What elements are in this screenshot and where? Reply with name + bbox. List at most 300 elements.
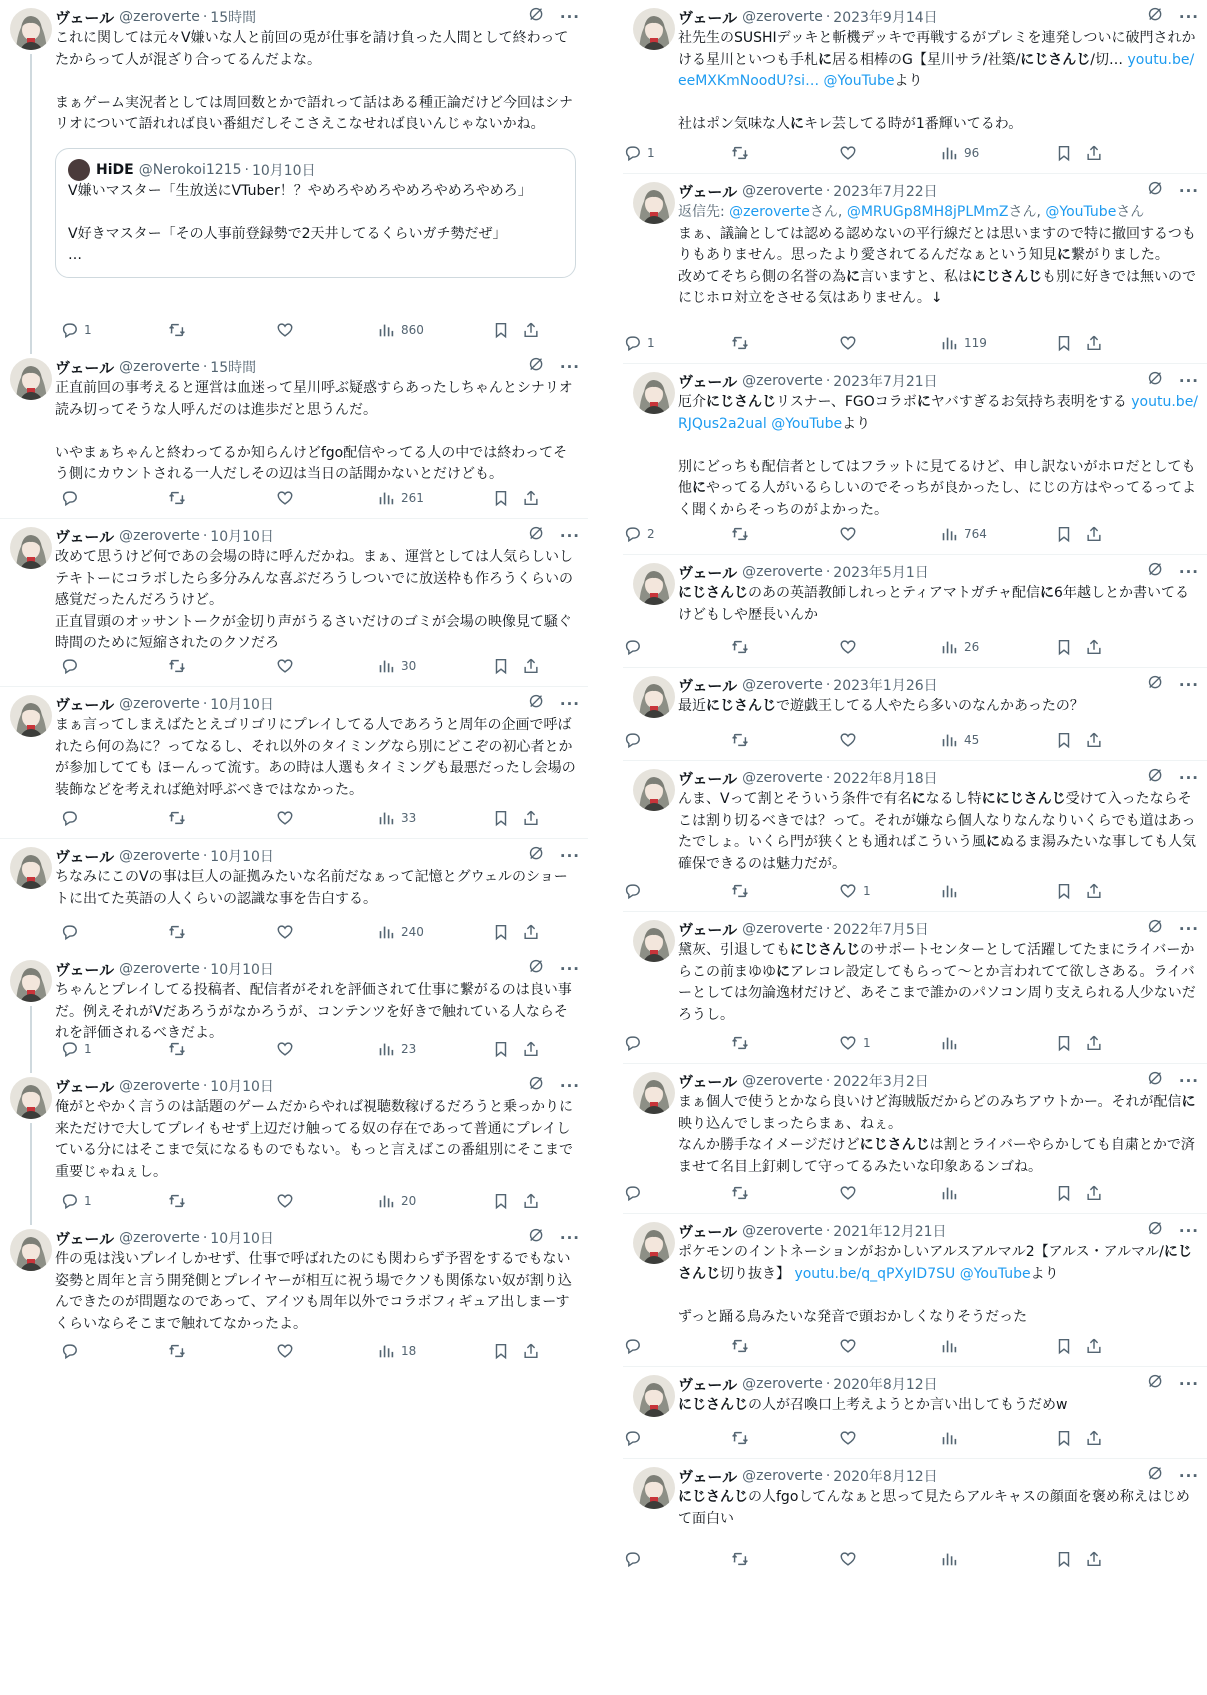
user-handle[interactable]: @zeroverte	[119, 696, 200, 712]
share-button[interactable]	[522, 1039, 542, 1059]
share-button[interactable]	[522, 808, 542, 828]
tweet-timestamp[interactable]: 2023年7月21日	[833, 374, 938, 390]
repost-button[interactable]	[731, 637, 839, 657]
grok-icon	[1147, 1373, 1165, 1391]
highlighted-particle: に	[1181, 1094, 1196, 1110]
reply-button[interactable]	[623, 143, 731, 163]
repost-button[interactable]	[731, 333, 839, 353]
reply-button[interactable]	[623, 1183, 731, 1203]
repost-icon	[731, 1034, 749, 1052]
tweet-header	[55, 845, 580, 867]
reply-icon	[60, 489, 78, 507]
grok-button[interactable]	[1147, 561, 1165, 583]
display-name[interactable]: ヴェール	[678, 372, 738, 391]
user-handle[interactable]: @zeroverte	[742, 1073, 823, 1089]
display-name[interactable]: ヴェール	[55, 8, 115, 27]
views-button[interactable]	[377, 1039, 492, 1059]
youtube-mention[interactable]: @YouTube	[771, 415, 843, 432]
views-count: 20	[401, 1194, 417, 1208]
bookmark-button[interactable]	[1055, 1183, 1085, 1203]
grok-button[interactable]	[528, 525, 546, 547]
reply-button[interactable]	[623, 1336, 731, 1356]
tweet-body	[0, 1221, 588, 1371]
like-button[interactable]	[276, 1039, 377, 1059]
grok-button[interactable]	[528, 6, 546, 28]
tweet-text-segment: 社先生のSUSHIデッキと斬機デッキで再戦するがプレミを連発しついに破門されかける星川といつも手札	[678, 30, 1196, 68]
tweet-actions	[60, 646, 542, 686]
user-handle[interactable]: @zeroverte	[742, 1223, 823, 1239]
heart-icon	[839, 638, 857, 656]
user-handle[interactable]: @zeroverte	[742, 564, 823, 580]
bookmark-button[interactable]	[492, 1341, 522, 1361]
heart-icon	[839, 1550, 857, 1568]
like-button[interactable]	[839, 1549, 940, 1569]
bookmark-icon	[492, 657, 510, 675]
youtube-link[interactable]: youtu.be/eeMXKmNoodU?si…	[678, 51, 1195, 89]
views-button[interactable]	[940, 1183, 1055, 1203]
repost-button[interactable]	[731, 1549, 839, 1569]
more-options-icon[interactable]: ···	[559, 358, 580, 376]
repost-icon	[168, 923, 186, 941]
display-name[interactable]: ヴェール	[678, 1375, 738, 1394]
reply-icon	[623, 1550, 641, 1568]
share-button[interactable]	[1085, 143, 1105, 163]
tweet-timestamp[interactable]: 2022年7月5日	[833, 922, 929, 938]
youtube-link[interactable]: youtu.be/q_qPXyID7SU	[794, 1265, 956, 1282]
bookmark-icon	[1055, 1184, 1073, 1202]
grok-button[interactable]	[1147, 918, 1165, 940]
grok-icon	[1147, 1465, 1165, 1483]
views-button[interactable]	[377, 1341, 492, 1361]
highlighted-keyword: にじさんじ	[995, 791, 1066, 807]
tweet-text-segment: のあの英語教師しれっとティアマトガチャ配信	[748, 585, 1041, 601]
reply-icon	[623, 1337, 641, 1355]
grok-button[interactable]	[1147, 674, 1165, 696]
reply-count: 1	[647, 336, 655, 350]
reply-icon	[60, 923, 78, 941]
tweet-timestamp[interactable]: 2023年1月26日	[833, 678, 938, 694]
display-name[interactable]: ヴェール	[678, 1467, 738, 1486]
grok-button[interactable]	[528, 958, 546, 980]
heart-icon	[839, 525, 857, 543]
tweet-text-segment: の人fgoしてんなぁと思って見たらアルキャスの顔面を褒め称えはじめて面白い	[678, 1489, 1190, 1527]
youtube-mention[interactable]: @YouTube	[959, 1265, 1031, 1282]
tweet-timestamp[interactable]: 2020年8月12日	[833, 1377, 938, 1393]
views-button[interactable]	[940, 1549, 1055, 1569]
bookmark-icon	[492, 809, 510, 827]
share-button[interactable]	[1085, 1033, 1105, 1053]
reply-button[interactable]	[623, 1033, 731, 1053]
reply-button[interactable]	[60, 922, 168, 942]
share-button[interactable]	[1085, 730, 1105, 750]
more-options-icon[interactable]: ···	[1178, 8, 1199, 26]
tweet-timestamp[interactable]: 2020年8月12日	[833, 1469, 938, 1485]
display-name[interactable]: ヴェール	[678, 920, 738, 939]
reply-button[interactable]	[623, 333, 731, 353]
like-button[interactable]	[839, 1428, 940, 1448]
grok-button[interactable]	[1147, 370, 1165, 392]
highlighted-particle: に	[846, 268, 860, 285]
tweet-text-segment: んま、Vって割とそういう条件で有名	[678, 791, 912, 807]
share-button[interactable]	[1085, 1549, 1105, 1569]
share-button[interactable]	[522, 320, 542, 340]
bookmark-button[interactable]	[1055, 1033, 1085, 1053]
more-options-icon[interactable]: ···	[559, 1229, 580, 1247]
display-name[interactable]: ヴェール	[678, 8, 738, 27]
display-name[interactable]: ヴェール	[678, 182, 738, 201]
tweet-body	[0, 1069, 588, 1221]
views-button[interactable]	[940, 333, 1055, 353]
tweet-header-icons	[528, 6, 580, 28]
like-button[interactable]	[839, 524, 940, 544]
tweet-timestamp[interactable]: 10月10日	[210, 849, 274, 865]
bookmark-button[interactable]	[1055, 143, 1085, 163]
tweet-actions	[60, 1181, 542, 1221]
grok-button[interactable]	[1147, 767, 1165, 789]
repost-button[interactable]	[168, 656, 276, 676]
more-options-icon[interactable]: ···	[1178, 1222, 1199, 1240]
views-button[interactable]	[940, 524, 1055, 544]
user-handle[interactable]: @zeroverte	[742, 1468, 823, 1484]
reply-count: 1	[647, 146, 655, 160]
views-chart-icon	[940, 1184, 958, 1202]
share-button[interactable]	[1085, 1336, 1105, 1356]
views-button[interactable]	[940, 730, 1055, 750]
views-button[interactable]	[940, 1033, 1055, 1053]
more-options-icon[interactable]: ···	[1178, 769, 1199, 787]
more-options-icon[interactable]: ···	[1178, 1467, 1199, 1485]
tweet-body	[623, 912, 1207, 1063]
reply-button[interactable]	[60, 808, 168, 828]
grok-button[interactable]	[1147, 1373, 1165, 1395]
more-options-icon[interactable]: ···	[1178, 676, 1199, 694]
display-name[interactable]: ヴェール	[678, 563, 738, 582]
share-button[interactable]	[1085, 524, 1105, 544]
quoted-avatar	[68, 159, 90, 181]
reply-mention-link[interactable]: @MRUGp8MH8jPLMmZ	[846, 204, 1009, 220]
views-button[interactable]	[377, 488, 492, 508]
user-handle[interactable]: @zeroverte	[742, 921, 823, 937]
display-name[interactable]: ヴェール	[55, 358, 115, 377]
bookmark-button[interactable]	[1055, 1428, 1085, 1448]
tweet-timestamp[interactable]: 2021年12月21日	[833, 1224, 947, 1240]
bookmark-button[interactable]	[492, 656, 522, 676]
views-count: 96	[964, 146, 980, 160]
bookmark-button[interactable]	[492, 1039, 522, 1059]
like-button[interactable]	[839, 637, 940, 657]
display-name[interactable]: ヴェール	[55, 1077, 115, 1096]
tweet-timestamp[interactable]: 10月10日	[210, 529, 274, 545]
tweet-text-segment: より 別にどっちも配信者としてはフラットに見てるけど、申し訳ないがホロだとしても他	[678, 415, 1196, 496]
like-button[interactable]	[839, 1033, 940, 1053]
grok-button[interactable]	[1147, 1070, 1165, 1092]
views-button[interactable]	[940, 1428, 1055, 1448]
reply-context	[678, 202, 1199, 224]
display-name[interactable]: ヴェール	[55, 960, 115, 979]
share-button[interactable]	[1085, 637, 1105, 657]
repost-button[interactable]	[168, 320, 276, 340]
grok-button[interactable]	[528, 356, 546, 378]
views-button[interactable]	[377, 808, 492, 828]
reply-mention-link[interactable]: @YouTube	[1045, 204, 1117, 220]
share-button[interactable]	[522, 1341, 542, 1361]
tweet-actions	[623, 871, 1105, 911]
user-handle[interactable]: @zeroverte	[742, 183, 823, 199]
display-name[interactable]: ヴェール	[678, 676, 738, 695]
bookmark-button[interactable]	[492, 320, 522, 340]
more-options-icon[interactable]: ···	[1178, 372, 1199, 390]
user-handle[interactable]: @zeroverte	[742, 677, 823, 693]
like-button[interactable]	[276, 488, 377, 508]
views-count: 30	[401, 659, 417, 673]
heart-icon	[276, 657, 294, 675]
tweet-actions	[623, 133, 1105, 173]
share-button[interactable]	[1085, 1428, 1105, 1448]
reply-button[interactable]	[623, 881, 731, 901]
bookmark-button[interactable]	[1055, 637, 1085, 657]
bookmark-button[interactable]	[492, 808, 522, 828]
reply-button[interactable]	[60, 656, 168, 676]
bookmark-button[interactable]	[1055, 1549, 1085, 1569]
user-handle[interactable]: @zeroverte	[119, 359, 200, 375]
tweet-timestamp[interactable]: 2023年9月14日	[833, 10, 938, 26]
repost-button[interactable]	[168, 808, 276, 828]
user-handle[interactable]: @zeroverte	[742, 373, 823, 389]
more-options-icon[interactable]: ···	[1178, 1375, 1199, 1393]
bookmark-button[interactable]	[492, 488, 522, 508]
grok-button[interactable]	[528, 845, 546, 867]
reply-button[interactable]	[623, 1549, 731, 1569]
quoted-tweet-card[interactable]	[55, 148, 576, 278]
tweet-timestamp[interactable]: 10月10日	[210, 1079, 274, 1095]
user-handle[interactable]: @zeroverte	[742, 1376, 823, 1392]
views-chart-icon	[940, 1337, 958, 1355]
tweet-timestamp[interactable]: 15時間	[210, 360, 257, 376]
tweet-timestamp[interactable]: 10月10日	[210, 1231, 274, 1247]
views-chart-icon	[377, 809, 395, 827]
reply-button[interactable]	[623, 1428, 731, 1448]
like-button[interactable]	[839, 1183, 940, 1203]
bookmark-button[interactable]	[1055, 730, 1085, 750]
tweet-body	[623, 1459, 1207, 1579]
share-button[interactable]	[522, 656, 542, 676]
separator-dot: ·	[825, 677, 831, 693]
display-name[interactable]: ヴェール	[678, 769, 738, 788]
like-button[interactable]	[276, 808, 377, 828]
views-button[interactable]	[940, 1336, 1055, 1356]
youtube-mention[interactable]: @YouTube	[823, 73, 895, 89]
heart-icon	[839, 1337, 857, 1355]
user-handle[interactable]: @zeroverte	[119, 1230, 200, 1246]
views-button[interactable]	[940, 637, 1055, 657]
bookmark-button[interactable]	[492, 1191, 522, 1211]
repost-button[interactable]	[731, 1033, 839, 1053]
repost-button[interactable]	[731, 1183, 839, 1203]
grok-icon	[1147, 180, 1165, 198]
views-button[interactable]	[377, 320, 492, 340]
quoted-display-name: HiDE	[96, 161, 134, 178]
tweet-timestamp[interactable]: 10月10日	[210, 697, 274, 713]
like-button[interactable]	[839, 143, 940, 163]
tweet	[623, 174, 1207, 364]
grok-button[interactable]	[1147, 1220, 1165, 1242]
tweet-timestamp[interactable]: 15時間	[210, 10, 257, 26]
tweet-text: これに関しては元々V嫌いな人と前回の兎が仕事を請け負った人間として終わってたからって人が混ざり合ってるんだよな。 まぁゲーム実況者としては周回数とかで語れって話はある種正論だけど今回はシナリオについて語れれば良い番組だしそこさえこなせれば良いんじゃないかね。	[55, 30, 573, 132]
user-handle[interactable]: @zeroverte	[742, 9, 823, 25]
more-options-icon[interactable]: ···	[559, 1077, 580, 1095]
tweet-body	[0, 952, 588, 1069]
like-button[interactable]	[276, 1341, 377, 1361]
more-options-icon[interactable]: ···	[1178, 182, 1199, 200]
user-handle[interactable]: @zeroverte	[119, 961, 200, 977]
bookmark-button[interactable]	[1055, 1336, 1085, 1356]
grok-button[interactable]	[528, 1075, 546, 1097]
reply-button[interactable]	[623, 524, 731, 544]
repost-button[interactable]	[168, 1191, 276, 1211]
tweet-text-segment: 居る相棒のG【星川サラ/社築/	[832, 51, 1021, 68]
tweet-body	[0, 839, 588, 952]
tweet	[623, 555, 1207, 668]
user-handle[interactable]: @zeroverte	[119, 848, 200, 864]
grok-button[interactable]	[1147, 6, 1165, 28]
more-options-icon[interactable]: ···	[559, 8, 580, 26]
more-options-icon[interactable]: ···	[559, 960, 580, 978]
reply-button[interactable]	[60, 1341, 168, 1361]
tweet-text-segment: より 社はポン気味な人	[678, 73, 923, 132]
quoted-handle: @Nerokoi1215	[138, 161, 242, 178]
reply-button[interactable]	[623, 637, 731, 657]
bookmark-button[interactable]	[1055, 524, 1085, 544]
more-options-icon[interactable]: ···	[559, 695, 580, 713]
display-name[interactable]: ヴェール	[55, 695, 115, 714]
display-name[interactable]: ヴェール	[678, 1222, 738, 1241]
display-name[interactable]: ヴェール	[55, 527, 115, 546]
reply-mention-link[interactable]: @zeroverte	[729, 204, 810, 220]
share-button[interactable]	[1085, 1183, 1105, 1203]
like-button[interactable]	[276, 922, 377, 942]
tweet-header	[678, 1373, 1199, 1395]
tweet-timestamp[interactable]: 2023年5月1日	[833, 565, 929, 581]
grok-icon	[1147, 674, 1165, 692]
share-icon	[1085, 1034, 1103, 1052]
tweet-text-segment: リスナー、FGOコラボ	[776, 394, 917, 410]
grok-icon	[528, 525, 546, 543]
tweet-header-icons	[528, 958, 580, 980]
repost-button[interactable]	[168, 1039, 276, 1059]
reply-button[interactable]	[623, 730, 731, 750]
tweet-text: ちゃんとプレイしてる投稿者、配信者がそれを評価されて仕事に繋がるのは良い事だ。例えそれがVだあろうがなかろうが、コンテンツを好きで触れている人ならそれを評価されるべきだよ。	[55, 982, 572, 1041]
like-button[interactable]	[276, 320, 377, 340]
views-button[interactable]	[940, 143, 1055, 163]
more-options-icon[interactable]: ···	[1178, 1072, 1199, 1090]
user-handle[interactable]: @zeroverte	[119, 528, 200, 544]
highlighted-particle: に	[1040, 585, 1055, 601]
user-handle[interactable]: @zeroverte	[119, 9, 200, 25]
grok-button[interactable]	[528, 1227, 546, 1249]
repost-icon	[168, 489, 186, 507]
bookmark-button[interactable]	[1055, 881, 1085, 901]
like-button[interactable]	[276, 656, 377, 676]
grok-button[interactable]	[1147, 1465, 1165, 1487]
more-options-icon[interactable]: ···	[1178, 920, 1199, 938]
repost-button[interactable]	[731, 881, 839, 901]
tweet-timestamp[interactable]: 2023年7月22日	[833, 184, 938, 200]
reply-button[interactable]	[60, 1039, 168, 1059]
share-icon	[1085, 144, 1103, 162]
more-options-icon[interactable]: ···	[559, 847, 580, 865]
views-button[interactable]	[377, 1191, 492, 1211]
like-button[interactable]	[839, 1336, 940, 1356]
repost-icon	[731, 1337, 749, 1355]
grok-button[interactable]	[1147, 180, 1165, 202]
youtube-link[interactable]: youtu.be/RJQus2a2ual	[678, 394, 1199, 432]
repost-button[interactable]	[731, 143, 839, 163]
tweet-text-segment: /切…	[1090, 51, 1128, 68]
reply-button[interactable]	[60, 488, 168, 508]
bookmark-icon	[492, 923, 510, 941]
heart-icon	[276, 321, 294, 339]
bookmark-icon	[492, 489, 510, 507]
share-button[interactable]	[1085, 881, 1105, 901]
bookmark-button[interactable]	[492, 922, 522, 942]
display-name[interactable]: ヴェール	[55, 847, 115, 866]
bookmark-button[interactable]	[1055, 333, 1085, 353]
views-button[interactable]	[940, 881, 1055, 901]
repost-button[interactable]	[168, 488, 276, 508]
repost-button[interactable]	[731, 1428, 839, 1448]
display-name[interactable]: ヴェール	[678, 1072, 738, 1091]
share-button[interactable]	[1085, 333, 1105, 353]
tweet-timestamp[interactable]: 2022年8月18日	[833, 771, 938, 787]
like-button[interactable]	[276, 1191, 377, 1211]
share-button[interactable]	[522, 922, 542, 942]
like-button[interactable]	[839, 881, 940, 901]
reply-button[interactable]	[60, 320, 168, 340]
tweet-text	[678, 1242, 1199, 1328]
views-button[interactable]	[377, 922, 492, 942]
reply-icon	[60, 1342, 78, 1360]
highlighted-keyword: にじさんじ	[790, 942, 860, 958]
repost-button[interactable]	[731, 730, 839, 750]
share-button[interactable]	[522, 1191, 542, 1211]
repost-button[interactable]	[168, 1341, 276, 1361]
more-options-icon[interactable]: ···	[559, 527, 580, 545]
reply-icon	[60, 1192, 78, 1210]
tweet-timestamp[interactable]: 10月10日	[210, 962, 274, 978]
like-button[interactable]	[839, 333, 940, 353]
tweet	[623, 1064, 1207, 1214]
reply-count: 2	[647, 527, 655, 541]
repost-button[interactable]	[731, 524, 839, 544]
reply-button[interactable]	[60, 1191, 168, 1211]
tweet-text-segment: のサポートセンターとして活躍してたまにライバーからこの前まゆゆ	[678, 942, 1195, 980]
display-name[interactable]: ヴェール	[55, 1229, 115, 1248]
more-options-icon[interactable]: ···	[1178, 563, 1199, 581]
tweet-text-segment: アレコレ設定してもらって〜とか言われてて欲しさある。ライバーとしては勿論逸材だけど、あそこまで誰かのパソコン周り支えられる人少ないだろうし。	[678, 963, 1196, 1023]
repost-button[interactable]	[168, 922, 276, 942]
user-handle[interactable]: @zeroverte	[742, 770, 823, 786]
repost-button[interactable]	[731, 1336, 839, 1356]
user-handle[interactable]: @zeroverte	[119, 1078, 200, 1094]
views-button[interactable]	[377, 656, 492, 676]
tweet	[623, 1214, 1207, 1367]
tweet-timestamp[interactable]: 2022年3月2日	[833, 1074, 929, 1090]
reply-label: 返信先:	[678, 204, 730, 220]
grok-button[interactable]	[528, 693, 546, 715]
grok-icon	[528, 6, 546, 24]
like-button[interactable]	[839, 730, 940, 750]
share-button[interactable]	[522, 488, 542, 508]
